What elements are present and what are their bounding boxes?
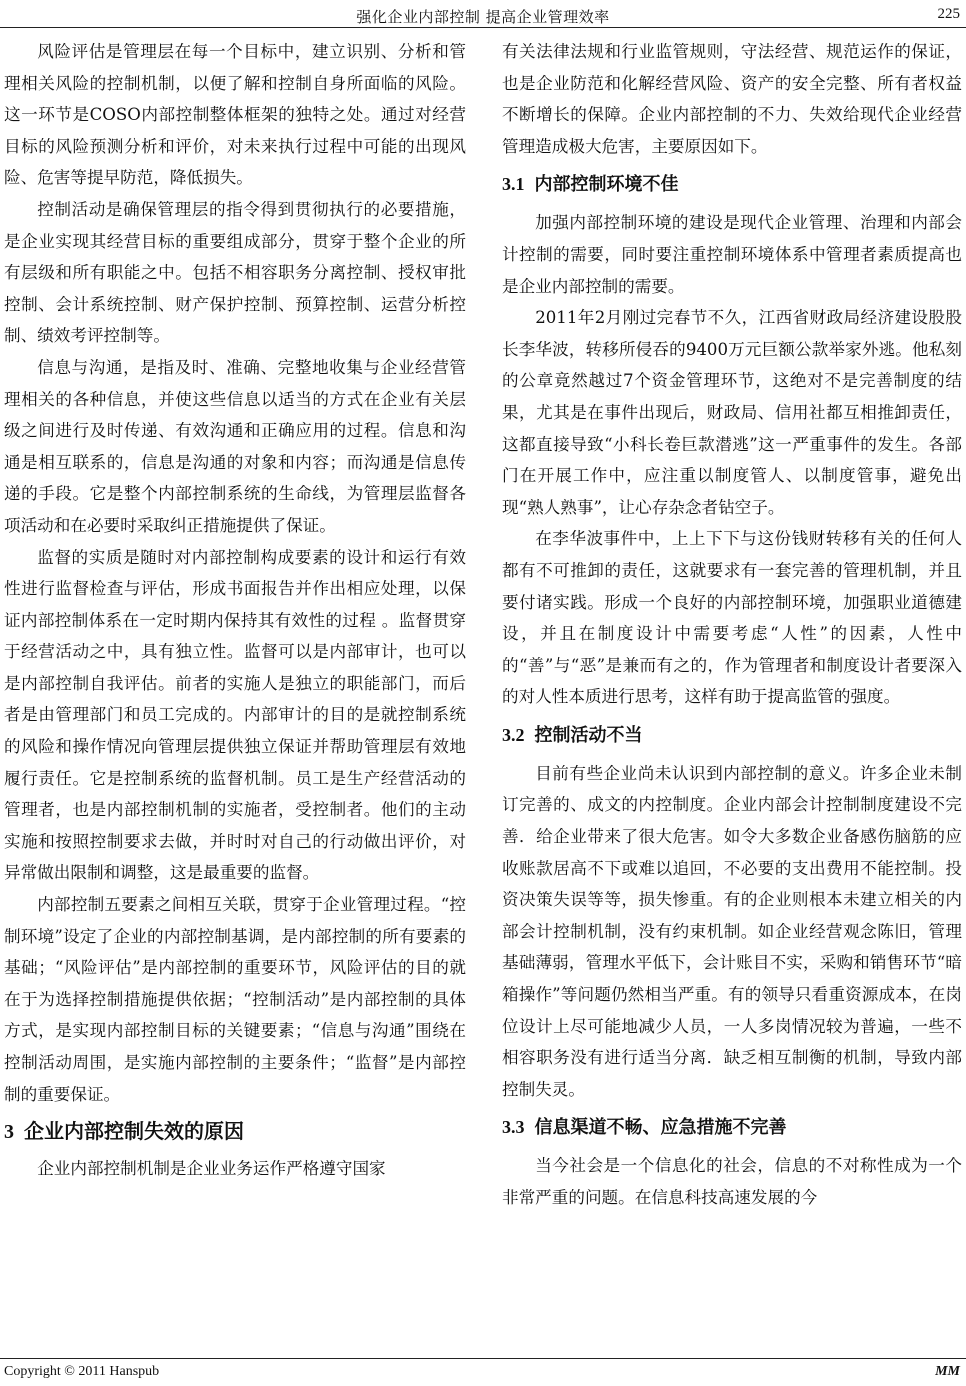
subsection-heading-3-1 <box>502 172 962 197</box>
paragraph-five-elements: 内部控制五要素之间相互关联，贯穿于企业管理过程。“控制环境”设定了企业的内部控制基调，是内部控制的所有要素的基础；“风险评估”是内部控制的重要环节，风险评估的目的就在于为选择控制措施提供依据；“控制活动”是内部控制的具体方式，是实现内部控制目标的关键要素；“信息与沟通”围绕在控制活动周围，是实施内部控制的主要条件；“监督”是内部控制的重要保证。 <box>4 895 466 1104</box>
running-title: 强化企业内部控制 提高企业管理效率 <box>356 8 610 26</box>
section-heading-3 <box>4 1118 466 1145</box>
left-column <box>4 36 466 1185</box>
page-number: 225 <box>937 6 960 22</box>
paragraph-information-communication: 信息与沟通，是指及时、准确、完整地收集与企业经营管理相关的各种信息，并使这些信息以适当的方式在企业有关层级之间进行及时传递、有效沟通和正确应用的过程。信息和沟通是相互联系的，信息是沟通的对象和内容；而沟通是信息传递的手段。它是整个内部控制系统的生命线，为管理层监督各项活动和在必要时采取纠正措施提供了保证。 <box>4 357 466 535</box>
page-footer <box>0 1358 966 1386</box>
paragraph-continued: 有关法律法规和行业监管规则，守法经营、规范运作的保证，也是企业防范和化解经营风险、资产的安全完整、所有者权益不断增长的保障。企业内部控制的不力、失效给现代企业经营管理造成极大危害，主要原因如下。 <box>502 42 962 156</box>
subsection-title: 内部控制环境不佳 <box>534 174 679 196</box>
paragraph-information-channels: 当今社会是一个信息化的社会，信息的不对称性成为一个非常严重的问题。在信息科技高速发展的今 <box>502 1156 962 1207</box>
paragraph-section3-intro: 企业内部控制机制是企业业务运作严格遵守国家 <box>37 1159 386 1179</box>
subsection-number: 3.3 <box>502 1117 525 1138</box>
journal-abbreviation: MM <box>935 1364 960 1379</box>
subsection-number: 3.2 <box>502 724 525 745</box>
page-header <box>0 0 966 30</box>
paragraph-control-activities: 控制活动是确保管理层的指令得到贯彻执行的必要措施，是企业实现其经营目标的重要组成部分，贯穿于整个企业的所有层级和所有职能之中。包括不相容职务分离控制、授权审批控制、会计系统控制、财产保护控制、预算控制、运营分析控制、绩效考评控制等。 <box>4 199 466 346</box>
paragraph-control-activities-problems: 目前有些企业尚未认识到内部控制的意义。许多企业未制订完善的、成文的内控制度。企业内部会计控制制度建设不完善．给企业带来了很大危害。如令大多数企业备感伤脑筋的应收账款居高不下或难以追回，不必要的支出费用不能控制。投资决策失误等等，损失惨重。有的企业则根本未建立相关的内部会计控制机制，没有约束机制。如企业经营观念陈旧，管理基础薄弱，管理水平低下，会计账目不实，采购和销售环节“暗箱操作”等问题仍然相当严重。有的领导只看重资源成本，在岗位设计上尽可能地减少人员，一人多岗情况较为普遍，一些不相容职务没有进行适当分离．缺乏相互制衡的机制，导致内部控制失灵。 <box>502 763 962 1099</box>
right-column <box>502 36 962 1214</box>
paragraph-li-huabo-case: 2011年2月刚过完春节不久，江西省财政局经济建设股股长李华波，转移所侵吞的9400万元巨额公款举家外逃。他私刻的公章竟然越过7个资金管理环节，这绝对不是完善制度的结果，尤其是在事件出现后，财政局、信用社都互相推卸责任，这都直接导致“小科长卷巨款潜逃”这一严重事件的发生。各部门在开展工作中，应注重以制度管人、以制度管事，避免出现“熟人熟事”，让心存杂念者钻空子。 <box>502 308 962 517</box>
subsection-title: 控制活动不当 <box>534 724 643 746</box>
paragraph-risk-assessment: 风险评估是管理层在每一个目标中，建立识别、分析和管理相关风险的控制机制，以便了解和控制自身所面临的风险。这一环节是COSO内部控制整体框架的独特之处。通过对经营目标的风险预测分析和评价，对未来执行过程中可能的出现风险、危害等提早防范，降低损失。 <box>4 42 466 188</box>
copyright-notice: Copyright © 2011 Hanspub <box>4 1364 160 1379</box>
paragraph-monitoring: 监督的实质是随时对内部控制构成要素的设计和运行有效性进行监督检查与评估，形成书面报告并作出相应处理，以保证内部控制体系在一定时期内保持其有效性的过程 。监督贯穿于经营活动之中，具有独立性。监督可以是内部审计，也可以是内部控制自我评估。前者的实施人是独立的职能部门，而后者是由管理部门和员工完成的。内部审计的目的是就控制系统的风险和操作情况向管理层提供独立保证并帮助管理层有效地履行责任。它是控制系统的监督机制。员工是生产经营活动的管理者，也是内部控制机制的实施者，受控制者。他们的主动实施和按照控制要求去做，并时时对自己的行动做出评价，对异常做出限制和调整，这是最重要的监督。 <box>4 547 466 883</box>
footer-rule <box>0 1358 966 1359</box>
paragraph-control-environment: 加强内部控制环境的建设是现代企业管理、治理和内部会计控制的需要，同时要注重控制环境体系中管理者素质提高也是企业内部控制的需要。 <box>502 213 962 296</box>
subsection-heading-3-2 <box>502 723 962 748</box>
section-number: 3 <box>4 1121 14 1144</box>
section-title: 企业内部控制失效的原因 <box>24 1119 244 1144</box>
subsection-number: 3.1 <box>502 174 525 195</box>
paragraph-li-huabo-lessons: 在李华波事件中，上上下下与这份钱财转移有关的任何人都有不可推卸的责任，这就要求有一套完善的管理机制，并且要付诸实践。形成一个良好的内部控制环境，加强职业道德建设，并且在制度设计中需要考虑“人性”的因素，人性中的“善”与“恶”是兼而有之的，作为管理者和制度设计者要深入的对人性本质进行思考，这样有助于提高监管的强度。 <box>502 529 962 707</box>
subsection-heading-3-3 <box>502 1115 962 1140</box>
header-rule <box>0 27 966 28</box>
subsection-title: 信息渠道不畅、应急措施不完善 <box>534 1117 787 1139</box>
